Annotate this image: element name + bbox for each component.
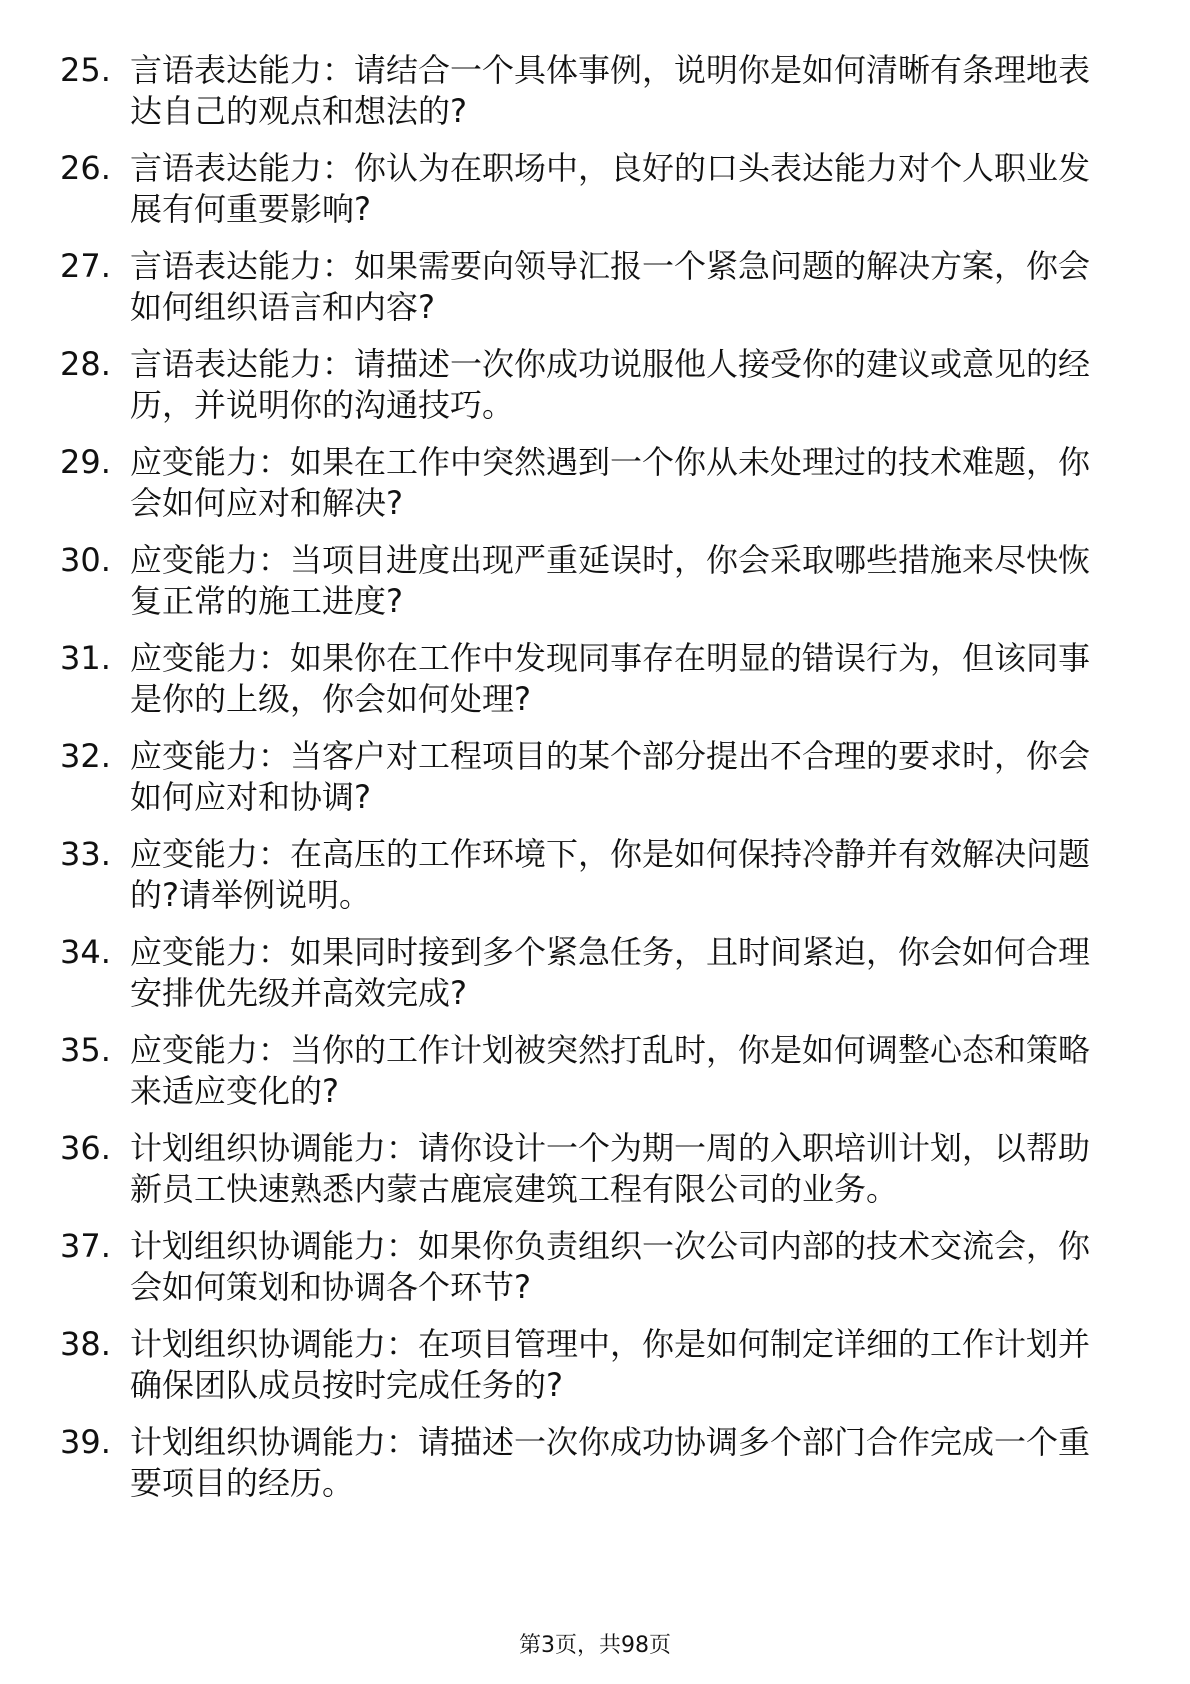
- question-item: [60, 834, 1120, 924]
- question-text: 应变能力：如果同时接到多个紧急任务，且时间紧迫，你会如何合理安排优先级并高效完成?: [130, 933, 1091, 1012]
- question-number: 36.: [60, 1129, 111, 1167]
- question-item: [60, 638, 1120, 728]
- question-text: 计划组织协调能力：如果你负责组织一次公司内部的技术交流会，你会如何策划和协调各个环节?: [130, 1227, 1091, 1306]
- question-text: 计划组织协调能力：在项目管理中，你是如何制定详细的工作计划并确保团队成员按时完成任务的?: [130, 1325, 1091, 1404]
- question-item: [60, 1030, 1120, 1120]
- question-text: 应变能力：当项目进度出现严重延误时，你会采取哪些措施来尽快恢复正常的施工进度?: [130, 541, 1091, 620]
- question-item: [60, 246, 1120, 336]
- question-item: [60, 148, 1120, 238]
- page-footer: 第3页，共98页: [519, 1633, 671, 1658]
- question-item: [60, 50, 1120, 140]
- question-text: 应变能力：在高压的工作环境下，你是如何保持冷静并有效解决问题的?请举例说明。: [130, 835, 1091, 914]
- question-item: [60, 1226, 1120, 1316]
- question-item: [60, 540, 1120, 630]
- question-number: 25.: [60, 51, 111, 89]
- question-text: 应变能力：如果在工作中突然遇到一个你从未处理过的技术难题，你会如何应对和解决?: [130, 443, 1091, 522]
- question-number: 35.: [60, 1031, 111, 1069]
- question-number: 30.: [60, 541, 111, 579]
- question-text: 应变能力：当你的工作计划被突然打乱时，你是如何调整心态和策略来适应变化的?: [130, 1031, 1091, 1110]
- question-number: 37.: [60, 1227, 111, 1265]
- question-text: 应变能力：如果你在工作中发现同事存在明显的错误行为，但该同事是你的上级，你会如何处理?: [130, 639, 1091, 718]
- question-item: [60, 1324, 1120, 1414]
- question-number: 32.: [60, 737, 111, 775]
- question-text: 言语表达能力：你认为在职场中，良好的口头表达能力对个人职业发展有何重要影响?: [130, 149, 1091, 228]
- question-list: [60, 50, 1120, 1520]
- question-number: 34.: [60, 933, 111, 971]
- question-text: 言语表达能力：请描述一次你成功说服他人接受你的建议或意见的经历，并说明你的沟通技巧。: [130, 345, 1091, 424]
- question-number: 31.: [60, 639, 111, 677]
- question-item: [60, 344, 1120, 434]
- question-number: 39.: [60, 1423, 111, 1461]
- question-item: [60, 1422, 1120, 1512]
- question-number: 38.: [60, 1325, 111, 1363]
- question-text: 言语表达能力：如果需要向领导汇报一个紧急问题的解决方案，你会如何组织语言和内容?: [130, 247, 1091, 326]
- question-item: [60, 932, 1120, 1022]
- question-number: 28.: [60, 345, 111, 383]
- question-text: 言语表达能力：请结合一个具体事例，说明你是如何清晰有条理地表达自己的观点和想法的?: [130, 51, 1091, 130]
- question-item: [60, 736, 1120, 826]
- question-item: [60, 1128, 1120, 1218]
- question-item: [60, 442, 1120, 532]
- question-text: 应变能力：当客户对工程项目的某个部分提出不合理的要求时，你会如何应对和协调?: [130, 737, 1091, 816]
- question-number: 29.: [60, 443, 111, 481]
- question-text: 计划组织协调能力：请描述一次你成功协调多个部门合作完成一个重要项目的经历。: [130, 1423, 1091, 1502]
- question-number: 27.: [60, 247, 111, 285]
- question-text: 计划组织协调能力：请你设计一个为期一周的入职培训计划，以帮助新员工快速熟悉内蒙古鹿宸建筑工程有限公司的业务。: [130, 1129, 1091, 1208]
- question-number: 33.: [60, 835, 111, 873]
- question-number: 26.: [60, 149, 111, 187]
